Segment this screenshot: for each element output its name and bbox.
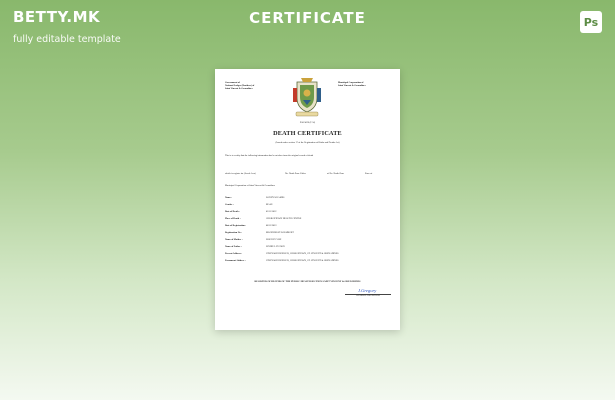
header-left	[225, 82, 285, 91]
field-label: Present Address :	[225, 253, 243, 255]
field-value: 03/11/2022	[266, 211, 277, 213]
field-value: MALE	[266, 204, 273, 206]
zone-label: Zone of	[365, 173, 373, 175]
field-row	[225, 204, 395, 208]
registration-area-label: which is register for (Local Area)	[225, 173, 256, 175]
header-left-line: Saint Vincent & Grenadines	[225, 88, 253, 90]
field-label: Place of Death :	[225, 218, 241, 220]
photoshop-icon: Ps	[580, 11, 602, 33]
certificate-document	[215, 69, 400, 330]
coat-of-arms-icon	[291, 78, 323, 118]
zone-of-north: of No. North Zone	[327, 173, 345, 175]
field-value: MOGDURE-IT-LOLMKGRT	[266, 232, 294, 234]
field-label: Date of Registration :	[225, 225, 247, 227]
brand-logo: BETTY.MK	[13, 8, 101, 26]
registrar-title: GENERAL REGISTRAR	[356, 295, 380, 297]
certificate-subtitle: (Issued under section 17 of the Registration of Births and Deaths Act)	[275, 142, 340, 144]
field-value: LONNY M JAMES	[266, 197, 285, 199]
field-value: GEORGETOWN HEALTH CENTRE	[266, 218, 302, 220]
field-row	[225, 239, 395, 243]
field-row	[225, 260, 395, 264]
header-left-line: National Lodger (Brothers) of	[225, 85, 255, 87]
header-right-line: Municipal Corporation of	[338, 82, 364, 84]
field-row	[225, 232, 395, 236]
field-row	[225, 225, 395, 229]
field-label: Name of Father :	[225, 246, 242, 248]
field-label: Name of Mother :	[225, 239, 243, 241]
field-label: Permanent Address :	[225, 260, 246, 262]
registration-area-row	[225, 173, 390, 177]
field-row	[225, 218, 395, 222]
field-row	[225, 197, 395, 201]
field-value: VINEYARD HIGHWAY, GEORGETOWN, ST. VINCENT & GRENADINES	[266, 253, 339, 255]
brand-tagline: fully editable template	[13, 34, 121, 45]
municipality-line: Municipal Corporation of Saint Vincent & Grenadines	[225, 185, 275, 187]
field-label: Name :	[225, 197, 233, 199]
header-right-line: Saint Vincent & Grenadines	[338, 85, 366, 87]
certificate-intro: This is to certify that the following information has been taken from the original record of death	[225, 155, 314, 157]
field-value: VINEYARD HIGHWAY, GEORGETOWN, ST. VINCENT & GRENADINES	[266, 260, 339, 262]
register-line: REGISTER OF DEATHS OF THE PUBLIC HEALTH SECTION SAINT VINCENT & GRENADINES	[254, 280, 361, 283]
field-value: 08/12/2022	[266, 225, 277, 227]
header-left-line: Government of	[225, 82, 240, 84]
page-title: CERTIFICATE	[249, 9, 366, 27]
seal-caption: PARADIS (L'AI)	[299, 122, 316, 124]
header-right	[338, 82, 388, 88]
field-row	[225, 211, 395, 215]
field-value: LISEH LY VOH	[266, 239, 282, 241]
field-row	[225, 253, 395, 257]
certificate-title: DEATH CERTIFICATE	[273, 130, 342, 137]
field-label: Registration No :	[225, 232, 242, 234]
field-label: Gender :	[225, 204, 234, 206]
field-label: Date of Death :	[225, 211, 240, 213]
field-value: LINNIE L D'COON	[266, 246, 285, 248]
registrar-signature: J.Gregory	[358, 288, 377, 293]
field-row	[225, 246, 395, 250]
zone-office: No. North Zone Office	[285, 173, 307, 175]
